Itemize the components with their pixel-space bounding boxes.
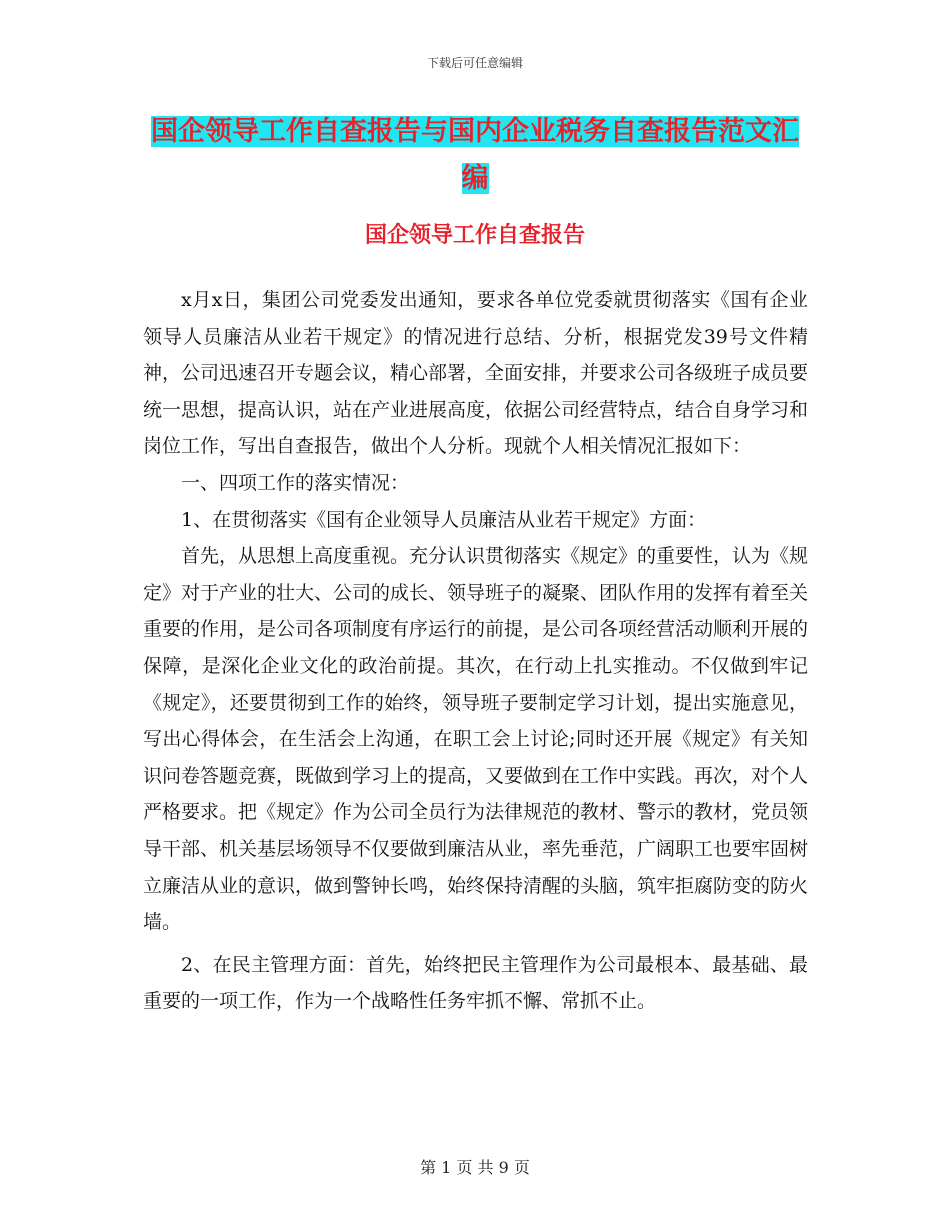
document-title <box>150 108 800 202</box>
body-text <box>143 282 808 1020</box>
paragraph-heading-1: 一、四项工作的落实情况： <box>181 471 410 494</box>
paragraph-intro: x月x日，集团公司党委发出通知，要求各单位党委就贯彻落实《国有企业领导人员廉洁从业若干规定》的情况进行总结、分析，根据党发39号文件精神，公司迅速召开专题会议，精心部署，全面安排，并要求公司各级班子成员要统一思想，提高认识，站在产业进展高度，依据公司经营特点，结合自身学习和岗位工作，写出自查报告，做出个人分析。现就个人相关情况汇报如下： <box>143 289 809 458</box>
paragraph-item-2: 2、在民主管理方面：首先，始终把民主管理作为公司最根本、最基础、最重要的一项工作，作为一个战略性任务牢抓不懈、常抓不止。 <box>143 953 808 1013</box>
paragraph-item-1-body: 首先，从思想上高度重视。充分认识贯彻落实《规定》的重要性，认为《规定》对于产业的壮大、公司的成长、领导班子的凝聚、团队作用的发挥有着至关重要的作用，是公司各项制度有序运行的前提，是公司各项经营活动顺利开展的保障，是深化企业文化的政治前提。其次，在行动上扎实推动。不仅做到牢记《规定》，还要贯彻到工作的始终，领导班子要制定学习计划，提出实施意见，写出心得体会，在生活会上沟通，在职工会上讨论;同时还开展《规定》有关知识问卷答题竞赛，既做到学习上的提高，又要做到在工作中实践。再次，对个人严格要求。把《规定》作为公司全员行为法律规范的教材、警示的教材，党员领导干部、机关基层场领导不仅要做到廉洁从业，率先垂范，广阔职工也要牢固树立廉洁从业的意识，做到警钟长鸣，始终保持清醒的头脑，筑牢拒腐防变的防火墙。 <box>143 545 809 934</box>
paragraph-item-1: 1、在贯彻落实《国有企业领导人员廉洁从业若干规定》方面： <box>181 508 707 531</box>
page-footer: 第 1 页 共 9 页 <box>420 1158 530 1177</box>
document-title-text: 国企领导工作自查报告与国内企业税务自查报告范文汇编 <box>151 116 799 194</box>
page-header-note: 下载后可任意编辑 <box>426 56 523 70</box>
section-title: 国企领导工作自查报告 <box>364 222 585 248</box>
